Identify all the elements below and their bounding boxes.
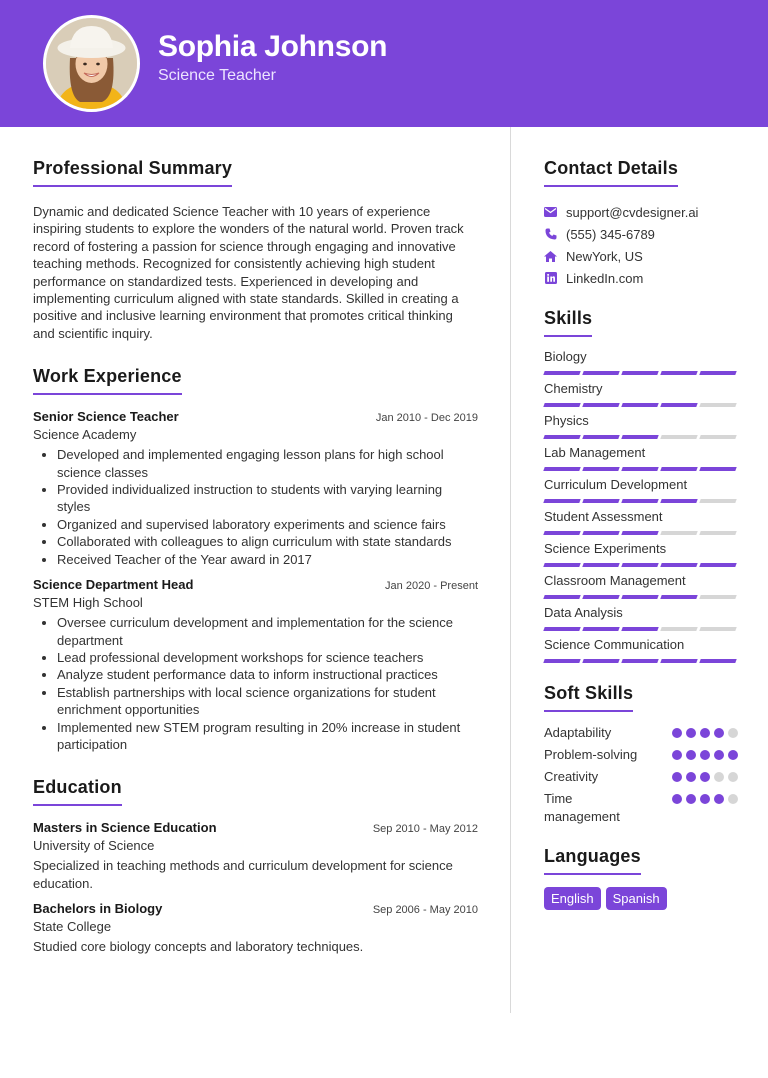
languages-heading: Languages — [544, 846, 641, 875]
skill-level-segment — [582, 467, 619, 471]
soft-skill-dot — [672, 728, 682, 738]
skill-item — [544, 509, 738, 541]
language-tag: English — [544, 887, 601, 910]
summary-text: Dynamic and dedicated Science Teacher with 10 years of experience inspiring students to explore the wonders of the natural world. Proven track record of fostering a passion for science through engaging and innovative teaching methods. Recognized for consistently achieving high student performance on standardized tests. Experienced in developing and implementing curriculum aligned with state standards. Skilled in creating a positive and inclusive learning environment that promotes critical thinking and scientific inquiry. — [33, 204, 464, 341]
skill-level-segment — [660, 627, 697, 631]
skill-level-segment — [543, 467, 580, 471]
experience-section — [33, 366, 478, 753]
job-bullets — [57, 614, 478, 753]
column-divider — [510, 127, 511, 1013]
skill-level-bars — [544, 371, 738, 375]
skill-level-segment — [699, 371, 736, 375]
skill-level-segment — [699, 595, 736, 599]
skill-name: Physics — [544, 413, 589, 428]
job-bullet: • Analyze student performance data to inform instructional practices — [57, 666, 478, 683]
soft-skill-dots — [672, 746, 738, 764]
school: State College — [33, 919, 112, 935]
skill-item — [544, 605, 738, 637]
skill-name: Curriculum Development — [544, 477, 688, 492]
soft-skill-dot — [686, 794, 696, 804]
skill-level-segment — [543, 403, 580, 407]
languages-section — [544, 846, 738, 910]
job-bullet: • Implemented new STEM program resulting in 20% increase in student participation — [57, 719, 478, 754]
skill-name: Classroom Management — [544, 573, 686, 588]
skill-level-segment — [621, 403, 658, 407]
phone-icon — [544, 228, 557, 241]
education-entry — [33, 901, 478, 955]
skills-heading: Skills — [544, 308, 592, 337]
skill-level-bars — [544, 467, 738, 471]
skill-level-segment — [660, 563, 697, 567]
education-section — [33, 777, 478, 955]
skills-list — [544, 349, 738, 669]
candidate-title: Science Teacher — [158, 67, 276, 84]
language-tag: Spanish — [606, 887, 667, 910]
skill-level-segment — [621, 563, 658, 567]
contact-email[interactable] — [544, 201, 738, 223]
contact-heading: Contact Details — [544, 158, 678, 187]
contact-email-text: support@cvdesigner.ai — [566, 204, 699, 220]
job-bullet: • Lead professional development workshops for science teachers — [57, 649, 478, 666]
education-description: Specialized in teaching methods and curriculum development for science education. — [33, 858, 453, 891]
job-role: Science Department Head — [33, 577, 194, 593]
soft-skill-name: Adaptability — [544, 725, 612, 740]
skill-level-segment — [660, 595, 697, 599]
skill-level-segment — [582, 531, 619, 535]
soft-skill-name: Problem-solving — [544, 747, 638, 762]
skill-level-segment — [582, 403, 619, 407]
soft-skills-section — [544, 683, 738, 825]
skill-level-segment — [621, 659, 658, 663]
skill-level-segment — [660, 531, 697, 535]
contact-linkedin[interactable] — [544, 267, 738, 289]
skill-name: Student Assessment — [544, 509, 663, 524]
soft-skill-dot — [700, 772, 710, 782]
job-dates: Jan 2020 - Present — [385, 580, 478, 593]
skill-level-bars — [544, 499, 738, 503]
skill-level-segment — [621, 371, 658, 375]
skills-section — [544, 308, 738, 669]
soft-skill-dot — [672, 750, 682, 760]
skill-level-bars — [544, 403, 738, 407]
skill-level-segment — [699, 435, 736, 439]
job-entry — [33, 577, 478, 753]
soft-skill-dot — [728, 794, 738, 804]
school: University of Science — [33, 838, 155, 854]
job-bullet: • Organized and supervised laboratory experiments and science fairs — [57, 516, 478, 533]
soft-skill-dot — [714, 728, 724, 738]
job-bullet: • Oversee curriculum development and implementation for the science department — [57, 614, 478, 649]
skill-name: Lab Management — [544, 445, 646, 460]
language-tags — [544, 887, 738, 910]
skill-name: Data Analysis — [544, 605, 623, 620]
skill-level-segment — [543, 371, 580, 375]
skill-level-bars — [544, 435, 738, 439]
skill-level-segment — [699, 499, 736, 503]
skill-level-segment — [582, 595, 619, 599]
degree: Masters in Science Education — [33, 820, 217, 836]
skill-level-segment — [543, 627, 580, 631]
skill-level-segment — [621, 499, 658, 503]
candidate-name: Sophia Johnson — [158, 30, 388, 63]
skill-level-bars — [544, 563, 738, 567]
skill-name: Biology — [544, 349, 587, 364]
skill-level-bars — [544, 627, 738, 631]
skill-item — [544, 573, 738, 605]
soft-skill-dot — [700, 728, 710, 738]
soft-skill-dot — [714, 772, 724, 782]
skill-item — [544, 477, 738, 509]
profile-photo — [46, 18, 137, 109]
education-dates: Sep 2006 - May 2010 — [372, 904, 478, 917]
soft-skill-name: Creativity — [544, 769, 599, 784]
skill-level-segment — [582, 627, 619, 631]
skill-level-segment — [582, 371, 619, 375]
skill-level-segment — [543, 563, 580, 567]
summary-heading: Professional Summary — [33, 158, 232, 187]
contact-section — [544, 158, 738, 289]
soft-skill-dot — [714, 750, 724, 760]
education-heading: Education — [33, 777, 122, 806]
linkedin-icon — [544, 272, 557, 285]
skill-item — [544, 381, 738, 413]
job-bullet: • Collaborated with colleagues to align curriculum with state standards — [57, 533, 478, 550]
job-bullet: • Establish partnerships with local science organizations for student enrichment opportunities — [57, 684, 478, 719]
skill-level-segment — [582, 435, 619, 439]
soft-skill-dot — [672, 772, 682, 782]
header-banner — [0, 0, 768, 127]
skill-level-segment — [699, 403, 736, 407]
skill-level-segment — [699, 531, 736, 535]
skill-item — [544, 541, 738, 573]
soft-skill-dot — [686, 728, 696, 738]
skill-level-segment — [543, 531, 580, 535]
skill-item — [544, 445, 738, 477]
skill-level-segment — [582, 499, 619, 503]
job-dates: Jan 2010 - Dec 2019 — [375, 412, 478, 425]
skill-level-segment — [621, 435, 658, 439]
skill-item — [544, 637, 738, 669]
soft-skill-dots — [672, 724, 738, 742]
soft-skill-dot — [728, 750, 738, 760]
soft-skill-name: Time management — [544, 791, 620, 824]
email-icon — [544, 206, 557, 219]
contact-location-text: NewYork, US — [566, 248, 643, 264]
skill-level-segment — [660, 403, 697, 407]
soft-skill-item — [544, 768, 738, 786]
skill-level-segment — [621, 627, 658, 631]
soft-skill-dot — [686, 750, 696, 760]
soft-skill-dot — [714, 794, 724, 804]
skill-level-segment — [621, 595, 658, 599]
soft-skill-dot — [728, 728, 738, 738]
skill-level-bars — [544, 659, 738, 663]
main-column — [33, 158, 478, 956]
education-entry — [33, 820, 478, 892]
skill-level-segment — [660, 499, 697, 503]
skill-level-segment — [582, 563, 619, 567]
skill-level-segment — [660, 371, 697, 375]
education-dates: Sep 2010 - May 2012 — [372, 823, 478, 836]
job-entry — [33, 409, 478, 568]
skill-name: Science Communication — [544, 637, 685, 652]
skill-level-segment — [660, 435, 697, 439]
skill-level-bars — [544, 531, 738, 535]
job-bullet: • Developed and implemented engaging lesson plans for high school science classes — [57, 446, 478, 481]
soft-skill-item — [544, 790, 738, 825]
soft-skill-dot — [700, 794, 710, 804]
degree: Bachelors in Biology — [33, 901, 163, 917]
job-bullet: • Received Teacher of the Year award in 2017 — [57, 551, 478, 568]
skill-level-segment — [699, 659, 736, 663]
skill-level-segment — [543, 435, 580, 439]
skill-level-bars — [544, 595, 738, 599]
sidebar-column — [544, 158, 738, 910]
skill-level-segment — [543, 659, 580, 663]
experience-heading: Work Experience — [33, 366, 182, 395]
soft-skill-dot — [686, 772, 696, 782]
soft-skill-dot — [728, 772, 738, 782]
soft-skill-item — [544, 746, 738, 764]
soft-skill-dot — [700, 750, 710, 760]
soft-skill-dots — [672, 790, 738, 825]
skill-level-segment — [660, 467, 697, 471]
skill-name: Science Experiments — [544, 541, 667, 556]
summary-section — [33, 158, 478, 342]
avatar — [43, 15, 140, 112]
skill-item — [544, 413, 738, 445]
contact-linkedin-text: LinkedIn.com — [566, 270, 644, 286]
skill-level-segment — [543, 595, 580, 599]
job-role: Senior Science Teacher — [33, 409, 179, 425]
job-organization: STEM High School — [33, 595, 143, 611]
job-bullets — [57, 446, 478, 568]
job-organization: Science Academy — [33, 427, 137, 443]
soft-skills-heading: Soft Skills — [544, 683, 633, 712]
contact-location — [544, 245, 738, 267]
job-bullet: • Provided individualized instruction to students with varying learning styles — [57, 481, 478, 516]
home-icon — [544, 250, 557, 263]
education-description: Studied core biology concepts and laboratory techniques. — [33, 939, 364, 955]
skill-level-segment — [621, 531, 658, 535]
skill-level-segment — [699, 627, 736, 631]
contact-phone[interactable] — [544, 223, 738, 245]
skill-level-segment — [699, 467, 736, 471]
skill-level-segment — [582, 659, 619, 663]
contact-phone-text: (555) 345-6789 — [566, 226, 655, 242]
skill-item — [544, 349, 738, 381]
skill-level-segment — [660, 659, 697, 663]
skill-level-segment — [621, 467, 658, 471]
skill-name: Chemistry — [544, 381, 603, 396]
soft-skill-item — [544, 724, 738, 742]
skill-level-segment — [699, 563, 736, 567]
skill-level-segment — [543, 499, 580, 503]
soft-skill-dot — [672, 794, 682, 804]
soft-skill-dots — [672, 768, 738, 786]
